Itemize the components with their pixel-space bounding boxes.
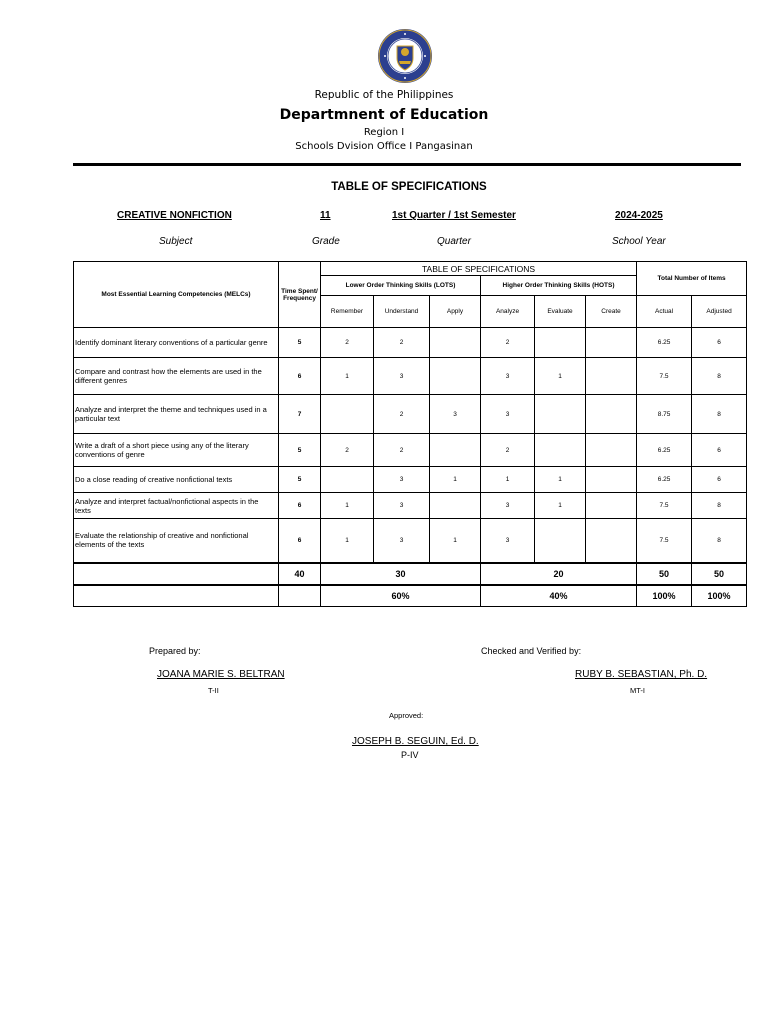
remember-cell [321, 395, 374, 434]
totals-row [74, 563, 747, 585]
approved-by-position: P-IV [401, 750, 419, 760]
tos-header: TABLE OF SPECIFICATIONS [321, 262, 637, 276]
remember-cell [321, 467, 374, 493]
prepared-by-position: T-II [208, 686, 219, 695]
grade-value: 11 [320, 210, 331, 221]
adjusted-cell: 8 [692, 519, 747, 563]
remember-cell: 2 [321, 434, 374, 467]
checked-by-position: MT-I [630, 686, 645, 695]
understand-cell: 3 [374, 358, 430, 395]
percent-lots-cell: 60% [321, 585, 481, 607]
understand-cell: 3 [374, 467, 430, 493]
adjusted-cell: 8 [692, 395, 747, 434]
melcs-header: Most Essential Learning Competencies (MELCs) [74, 262, 279, 328]
time-cell: 5 [279, 434, 321, 467]
table-row [74, 467, 747, 493]
division-text: Schools Dvision Office I Pangasinan [295, 141, 473, 152]
checked-by-name: RUBY B. SEBASTIAN, Ph. D. [575, 669, 708, 680]
create-cell [586, 358, 637, 395]
evaluate-cell [535, 328, 586, 358]
apply-cell [430, 434, 481, 467]
actual-header: Actual [637, 296, 692, 328]
time-spent-header: Time Spent/ Frequency [279, 262, 321, 328]
deped-seal-logo [377, 28, 433, 84]
republic-text: Republic of the Philippines [314, 89, 454, 101]
understand-header: Understand [374, 296, 430, 328]
total-actual-cell: 50 [637, 563, 692, 585]
approved-by-name: JOSEPH B. SEGUIN, Ed. D. [352, 736, 479, 747]
evaluate-cell [535, 395, 586, 434]
understand-cell: 2 [374, 434, 430, 467]
understand-cell: 2 [374, 395, 430, 434]
time-cell: 6 [279, 358, 321, 395]
analyze-cell: 2 [481, 434, 535, 467]
evaluate-cell: 1 [535, 358, 586, 395]
time-cell: 6 [279, 519, 321, 563]
total-time-cell: 40 [279, 563, 321, 585]
actual-cell: 6.25 [637, 434, 692, 467]
total-adjusted-cell: 50 [692, 563, 747, 585]
table-row [74, 358, 747, 395]
checked-by-label: Checked and Verified by: [481, 646, 582, 656]
competency-cell: Do a close reading of creative nonfictional texts [74, 467, 279, 493]
understand-cell: 3 [374, 519, 430, 563]
create-cell [586, 395, 637, 434]
actual-cell: 6.25 [637, 467, 692, 493]
adjusted-cell: 6 [692, 434, 747, 467]
hots-header: Higher Order Thinking Skills (HOTS) [481, 276, 637, 296]
understand-cell: 3 [374, 493, 430, 519]
table-row [74, 519, 747, 563]
time-cell: 6 [279, 493, 321, 519]
table-row [74, 328, 747, 358]
actual-cell: 7.5 [637, 358, 692, 395]
create-cell [586, 434, 637, 467]
create-cell [586, 328, 637, 358]
actual-cell: 7.5 [637, 519, 692, 563]
evaluate-cell [535, 519, 586, 563]
actual-cell: 6.25 [637, 328, 692, 358]
adjusted-cell: 8 [692, 493, 747, 519]
competency-cell: Analyze and interpret factual/nonfictional aspects in the texts [74, 493, 279, 519]
total-lots-cell: 30 [321, 563, 481, 585]
subject-label: Subject [159, 236, 193, 247]
evaluate-cell: 1 [535, 493, 586, 519]
create-cell [586, 467, 637, 493]
grade-label: Grade [312, 236, 340, 247]
evaluate-header: Evaluate [535, 296, 586, 328]
remember-cell: 1 [321, 493, 374, 519]
table-row [74, 395, 747, 434]
actual-cell: 7.5 [637, 493, 692, 519]
percent-row [74, 585, 747, 607]
percent-label-cell [74, 585, 279, 607]
competency-cell: Compare and contrast how the elements are used in the different genres [74, 358, 279, 395]
specifications-table [73, 261, 747, 607]
approved-label: Approved: [389, 711, 424, 720]
school-year-value: 2024-2025 [615, 210, 663, 221]
subject-value: CREATIVE NONFICTION [117, 210, 232, 221]
analyze-cell: 2 [481, 328, 535, 358]
prepared-by-name: JOANA MARIE S. BELTRAN [157, 669, 285, 680]
totals-label-cell [74, 563, 279, 585]
time-cell: 7 [279, 395, 321, 434]
table-row [74, 434, 747, 467]
percent-adjusted-cell: 100% [692, 585, 747, 607]
create-header: Create [586, 296, 637, 328]
lots-header: Lower Order Thinking Skills (LOTS) [321, 276, 481, 296]
adjusted-header: Adjusted [692, 296, 747, 328]
remember-cell: 2 [321, 328, 374, 358]
region-text: Region I [363, 127, 405, 138]
time-cell: 5 [279, 328, 321, 358]
quarter-label: Quarter [437, 236, 471, 247]
apply-cell: 3 [430, 395, 481, 434]
percent-hots-cell: 40% [481, 585, 637, 607]
analyze-header: Analyze [481, 296, 535, 328]
apply-cell [430, 328, 481, 358]
adjusted-cell: 6 [692, 328, 747, 358]
understand-cell: 2 [374, 328, 430, 358]
apply-header: Apply [430, 296, 481, 328]
competency-cell: Identify dominant literary conventions of a particular genre [74, 328, 279, 358]
competency-cell: Evaluate the relationship of creative and nonfictional elements of the texts [74, 519, 279, 563]
school-year-label: School Year [612, 236, 666, 247]
total-hots-cell: 20 [481, 563, 637, 585]
apply-cell [430, 493, 481, 519]
remember-cell: 1 [321, 519, 374, 563]
percent-actual-cell: 100% [637, 585, 692, 607]
document-title: TABLE OF SPECIFICATIONS [331, 181, 487, 193]
evaluate-cell: 1 [535, 467, 586, 493]
apply-cell [430, 358, 481, 395]
header-divider [73, 163, 741, 166]
remember-header: Remember [321, 296, 374, 328]
actual-cell: 8.75 [637, 395, 692, 434]
remember-cell: 1 [321, 358, 374, 395]
percent-time-cell [279, 585, 321, 607]
evaluate-cell [535, 434, 586, 467]
analyze-cell: 3 [481, 358, 535, 395]
competency-cell: Analyze and interpret the theme and techniques used in a particular text [74, 395, 279, 434]
analyze-cell: 3 [481, 395, 535, 434]
table-row [74, 493, 747, 519]
competency-cell: Write a draft of a short piece using any of the literary conventions of genre [74, 434, 279, 467]
create-cell [586, 519, 637, 563]
create-cell [586, 493, 637, 519]
adjusted-cell: 8 [692, 358, 747, 395]
analyze-cell: 3 [481, 519, 535, 563]
analyze-cell: 3 [481, 493, 535, 519]
apply-cell: 1 [430, 519, 481, 563]
analyze-cell: 1 [481, 467, 535, 493]
time-cell: 5 [279, 467, 321, 493]
quarter-value: 1st Quarter / 1st Semester [392, 210, 516, 221]
total-items-header: Total Number of Items [637, 262, 747, 296]
department-title: Departmnent of Education [279, 107, 489, 123]
apply-cell: 1 [430, 467, 481, 493]
prepared-by-label: Prepared by: [149, 646, 201, 656]
adjusted-cell: 6 [692, 467, 747, 493]
